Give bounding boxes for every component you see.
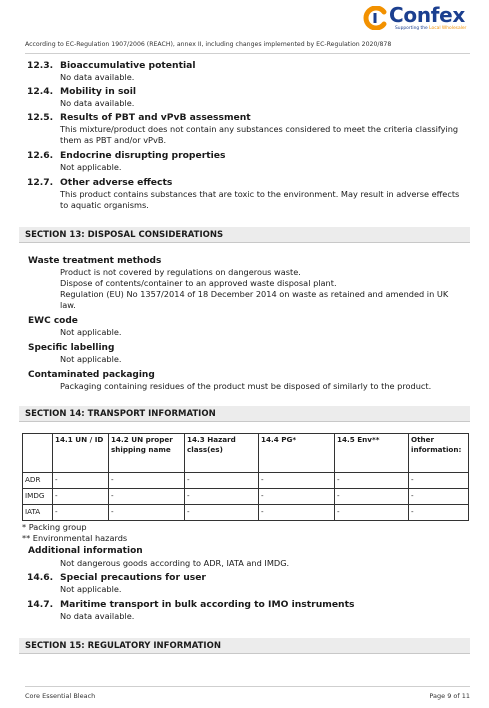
row-label: IMDG <box>23 489 53 505</box>
section-14-header: SECTION 14: TRANSPORT INFORMATION <box>19 406 470 422</box>
table-cell: - <box>185 489 259 505</box>
waste-line: Regulation (EU) No 1357/2014 of 18 December 2014 on waste as retained and amended in UK law. <box>60 289 449 311</box>
table-cell: - <box>53 505 109 521</box>
entry-number: 12.3. <box>27 60 54 71</box>
table-cell: - <box>409 505 469 521</box>
confex-c-icon <box>363 6 387 30</box>
entry-number: 14.6. <box>27 572 54 583</box>
entry-text: This product contains substances that are toxic to the environment. May result in adverse effects to aquatic organisms. <box>60 189 460 211</box>
confex-logo <box>363 4 475 34</box>
section-15-header: SECTION 15: REGULATORY INFORMATION <box>19 638 470 654</box>
entry-text: No data available. <box>60 611 135 621</box>
table-cell: - <box>335 473 409 489</box>
table-cell: - <box>259 489 335 505</box>
regulation-line: According to EC-Regulation 1907/2006 (REACH), annex II, including changes implemented by EC-Regulation 2020/878 <box>25 41 392 48</box>
entry-text: No data available. <box>60 72 135 82</box>
row-label: IATA <box>23 505 53 521</box>
brand-name: Confex <box>389 3 466 27</box>
entry-text: No data available. <box>60 98 135 108</box>
waste-treatment-title: Waste treatment methods <box>28 256 162 266</box>
table-cell: - <box>335 505 409 521</box>
entry-title: Results of PBT and vPvB assessment <box>60 112 251 123</box>
table-cell: - <box>259 505 335 521</box>
row-label: ADR <box>23 473 53 489</box>
table-header-row <box>23 434 469 473</box>
entry-text: This mixture/product does not contain any substances considered to meet the criteria classifying them as PBT and/or vPvB. <box>60 124 459 146</box>
footer-divider <box>25 686 470 687</box>
entry-number: 12.4. <box>27 86 54 97</box>
table-row <box>23 505 469 521</box>
entry-text: Not applicable. <box>60 162 122 172</box>
table-cell: - <box>335 489 409 505</box>
ewc-code-text: Not applicable. <box>60 327 122 337</box>
entry-title: Mobility in soil <box>60 86 137 97</box>
table-cell: - <box>53 489 109 505</box>
table-header-cell: 14.3 Hazard class(es) <box>185 434 259 473</box>
table-cell: - <box>259 473 335 489</box>
packing-group-note: * Packing group <box>22 522 87 532</box>
table-cell: - <box>185 505 259 521</box>
table-cell: - <box>53 473 109 489</box>
table-header-cell <box>23 434 53 473</box>
header-divider <box>25 53 470 54</box>
specific-labelling-title: Specific labelling <box>28 343 115 353</box>
contaminated-packaging-text: Packaging containing residues of the product must be disposed of similarly to the product. <box>60 381 432 391</box>
ewc-code-title: EWC code <box>28 316 78 326</box>
entry-number: 14.7. <box>27 599 54 610</box>
table-cell: - <box>109 505 185 521</box>
specific-labelling-text: Not applicable. <box>60 354 122 364</box>
table-cell: - <box>409 473 469 489</box>
table-header-cell: 14.5 Env** <box>335 434 409 473</box>
table-cell: - <box>109 473 185 489</box>
section-13-header: SECTION 13: DISPOSAL CONSIDERATIONS <box>19 227 470 243</box>
transport-table <box>22 433 469 521</box>
entry-title: Maritime transport in bulk according to IMO instruments <box>60 599 355 610</box>
environmental-hazards-note: ** Environmental hazards <box>22 533 128 543</box>
table-header-cell: 14.4 PG* <box>259 434 335 473</box>
entry-number: 12.7. <box>27 177 54 188</box>
entry-number: 12.6. <box>27 150 54 161</box>
entry-title: Bioaccumulative potential <box>60 60 196 71</box>
entry-title: Other adverse effects <box>60 177 173 188</box>
footer-page-number: Page 9 of 11 <box>429 692 470 700</box>
footer-product-name: Core Essential Bleach <box>25 692 96 700</box>
additional-info-title: Additional information <box>28 546 143 556</box>
table-header-cell: Other information: <box>409 434 469 473</box>
table-cell: - <box>409 489 469 505</box>
table-row <box>23 489 469 505</box>
waste-line: Product is not covered by regulations on dangerous waste. <box>60 267 301 277</box>
entry-number: 12.5. <box>27 112 54 123</box>
entry-title: Endocrine disrupting properties <box>60 150 226 161</box>
table-cell: - <box>185 473 259 489</box>
table-header-cell: 14.2 UN proper shipping name <box>109 434 185 473</box>
table-row <box>23 473 469 489</box>
brand-tagline: Supporting the Local Wholesaler <box>395 26 467 31</box>
table-header-cell: 14.1 UN / ID <box>53 434 109 473</box>
additional-info-text: Not dangerous goods according to ADR, IATA and IMDG. <box>60 558 290 568</box>
table-cell: - <box>109 489 185 505</box>
entry-title: Special precautions for user <box>60 572 206 583</box>
entry-text: Not applicable. <box>60 584 122 594</box>
contaminated-packaging-title: Contaminated packaging <box>28 370 155 380</box>
waste-line: Dispose of contents/container to an approved waste disposal plant. <box>60 278 337 288</box>
